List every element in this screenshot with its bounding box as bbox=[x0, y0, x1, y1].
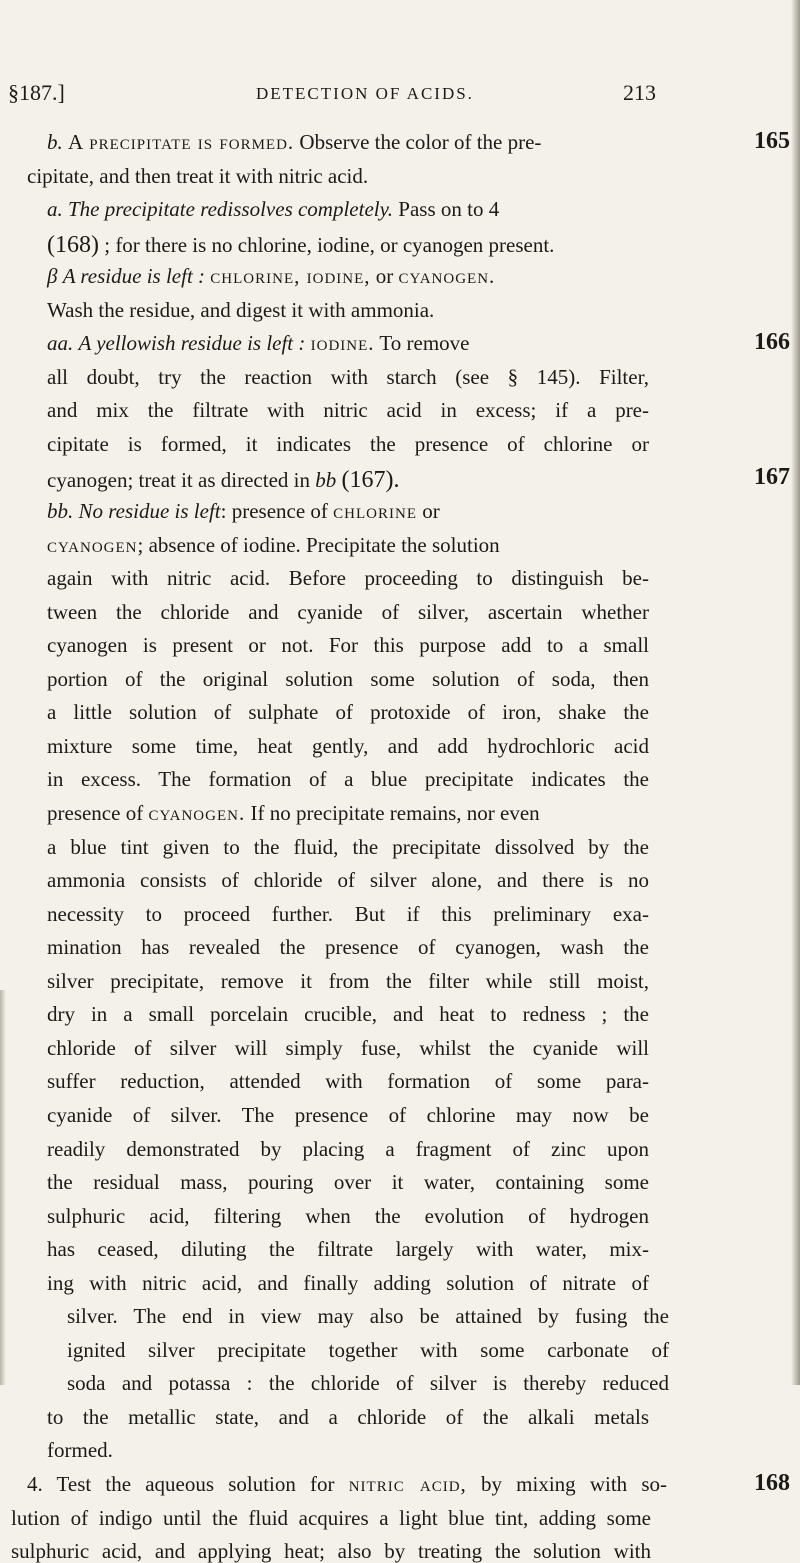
paragraph-line: bb. No residue is left: presence of chlorine or bbox=[47, 499, 440, 523]
paragraph-line: cyanide of silver. The presence of chlorine may now be bbox=[47, 1103, 649, 1127]
paragraph-line: cipitate, and then treat it with nitric acid. bbox=[27, 164, 369, 188]
paragraph-heading: A residue is left : bbox=[62, 264, 206, 288]
page-edge-shadow bbox=[791, 0, 800, 1385]
paragraph-heading: A yellowish residue is left : bbox=[78, 331, 306, 355]
paragraph-line: silver. The end in view may also be attained by fusing the bbox=[67, 1304, 669, 1328]
paragraph-line: aa. A yellowish residue is left : iodine. To remove bbox=[47, 331, 470, 355]
paragraph-line: suffer reduction, attended with formation of some para- bbox=[47, 1069, 649, 1093]
paragraph-line: mination has revealed the presence of cyanogen, wash the bbox=[47, 935, 649, 959]
paragraph-line: tween the chloride and cyanide of silver, ascertain whether bbox=[47, 600, 649, 624]
page-number: 213 bbox=[623, 80, 656, 105]
paragraph-line: necessity to proceed further. But if this preliminary exa- bbox=[47, 902, 649, 926]
paragraph-line: has ceased, diluting the filtrate largely with water, mix- bbox=[47, 1237, 649, 1261]
paragraph-line: to the metallic state, and a chloride of the alkali metals bbox=[47, 1405, 649, 1429]
running-head bbox=[8, 80, 656, 112]
paragraph-line: portion of the original solution some solution of soda, then bbox=[47, 667, 649, 691]
paragraph-line: a blue tint given to the fluid, the precipitate dissolved by the bbox=[47, 835, 649, 859]
paragraph-line: ignited silver precipitate together with some carbonate of bbox=[67, 1338, 669, 1362]
paragraph-line: soda and potassa : the chloride of silver is thereby reduced bbox=[67, 1371, 669, 1395]
paragraph-line: formed. bbox=[47, 1438, 113, 1462]
paragraph-line: mixture some time, heat gently, and add hydrochloric acid bbox=[47, 734, 649, 758]
paragraph-line: presence of cyanogen. If no precipitate remains, nor even bbox=[47, 801, 540, 825]
section-ref: §187.] bbox=[8, 80, 65, 105]
paragraph-line: sulphuric acid, filtering when the evolution of hydrogen bbox=[47, 1204, 649, 1228]
paragraph-heading: The precipitate redissolves completely. bbox=[68, 197, 394, 221]
paragraph-line: β A residue is left : chlorine, iodine, or cyanogen. bbox=[47, 264, 496, 288]
paragraph-line: lution of indigo until the fluid acquires a light blue tint, adding some bbox=[11, 1506, 651, 1530]
margin-number: 165 bbox=[754, 128, 790, 154]
paragraph-line: again with nitric acid. Before proceeding to distinguish be- bbox=[47, 566, 649, 590]
paragraph-line: all doubt, try the reaction with starch (see § 145). Filter, bbox=[47, 365, 649, 389]
paragraph-line: the residual mass, pouring over it water, containing some bbox=[47, 1170, 649, 1194]
paragraph-line: chloride of silver will simply fuse, whilst the cyanide will bbox=[47, 1036, 649, 1060]
paragraph-line: Wash the residue, and digest it with ammonia. bbox=[47, 298, 435, 322]
paragraph-line: a. The precipitate redissolves completely. Pass on to 4 bbox=[47, 197, 500, 221]
margin-number: 168 bbox=[754, 1470, 790, 1496]
margin-number: 167 bbox=[754, 464, 790, 490]
paragraph-line: b. A precipitate is formed. Observe the color of the pre- bbox=[47, 130, 542, 154]
chapter-title: DETECTION OF ACIDS. bbox=[256, 84, 474, 103]
paragraph-line: in excess. The formation of a blue precipitate indicates the bbox=[47, 767, 649, 791]
paragraph-line: readily demonstrated by placing a fragment of zinc upon bbox=[47, 1137, 649, 1161]
paragraph-line: dry in a small porcelain crucible, and heat to redness ; the bbox=[47, 1002, 649, 1026]
cross-reference: (167). bbox=[341, 467, 400, 493]
paragraph-heading: No residue is left bbox=[78, 499, 221, 523]
paragraph-line: silver precipitate, remove it from the filter while still moist, bbox=[47, 969, 649, 993]
margin-number: 166 bbox=[754, 329, 790, 355]
paragraph-line: (168) ; for there is no chlorine, iodine, or cyanogen present. bbox=[47, 232, 555, 258]
paragraph-line: cipitate is formed, it indicates the presence of chlorine or bbox=[47, 432, 649, 456]
cross-reference: (168) bbox=[47, 232, 99, 258]
paragraph-line: a little solution of sulphate of protoxide of iron, shake the bbox=[47, 700, 649, 724]
paragraph-line: sulphuric acid, and applying heat; also by treating the solution with bbox=[11, 1539, 651, 1563]
paragraph-line: cyanogen; treat it as directed in bb (167). bbox=[47, 467, 400, 493]
paragraph-heading: A precipitate is formed. bbox=[68, 130, 295, 154]
paragraph-line: and mix the filtrate with nitric acid in excess; if a pre- bbox=[47, 398, 649, 422]
paragraph-line: 4. Test the aqueous solution for nitric acid, by mixing with so- bbox=[27, 1472, 667, 1496]
page-edge-shadow-left bbox=[0, 990, 6, 1385]
paragraph-line: cyanogen is present or not. For this purpose add to a small bbox=[47, 633, 649, 657]
paragraph-line: ing with nitric acid, and finally adding solution of nitrate of bbox=[47, 1271, 649, 1295]
paragraph-line: ammonia consists of chloride of silver alone, and there is no bbox=[47, 868, 649, 892]
paragraph-line: cyanogen; absence of iodine. Precipitate the solution bbox=[47, 533, 500, 557]
